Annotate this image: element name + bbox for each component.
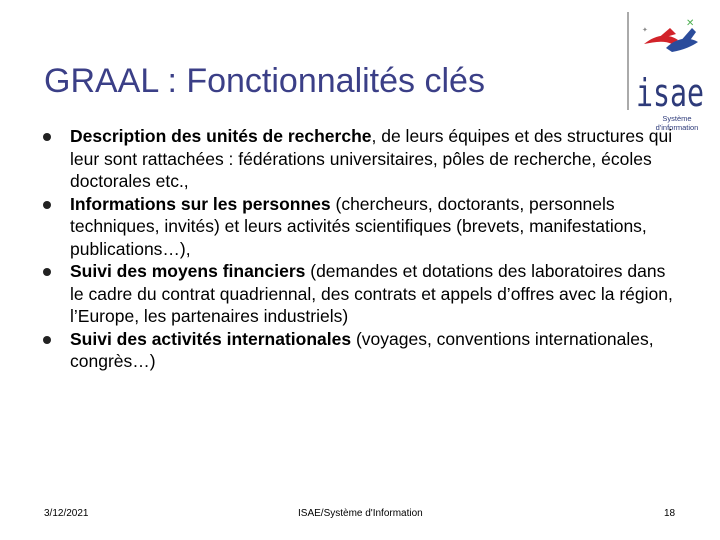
bullet-dot-icon	[43, 201, 51, 209]
svg-text:✕: ✕	[686, 18, 695, 29]
bullet-text: , de leurs équipes et des structures qui leur sont rattachées : fédérations universitaires, pôles de recherche, écoles doctorales etc.,	[70, 126, 673, 191]
bullet-text: (voyages, conventions internationales, congrès…)	[70, 328, 654, 371]
bullet-dot-icon	[43, 133, 51, 141]
bullet-bold-text: Description des unités de recherche	[70, 126, 372, 146]
slide-title: GRAAL : Fonctionnalités clés	[44, 62, 485, 100]
svg-text:✦: ✦	[642, 26, 648, 34]
bird-logo-icon	[626, 10, 706, 114]
footer-date: 3/12/2021	[44, 508, 89, 519]
bullet-bold-text: Suivi des moyens financiers	[70, 261, 306, 281]
logo-wordmark: isae	[636, 71, 704, 115]
bullet-item	[43, 125, 683, 193]
bullet-dot-icon	[43, 268, 51, 276]
bullet-item	[43, 260, 683, 328]
logo-subtitle: Système d'information	[655, 114, 699, 132]
bullet-bold-text: Informations sur les personnes	[70, 193, 331, 214]
bullet-bold-text: Suivi des activités internationales	[70, 328, 352, 349]
footer-center-text: ISAE/Système d'Information	[298, 508, 423, 519]
bullet-list	[43, 125, 683, 373]
bullet-text: (chercheurs, doctorants, personnels techniques, invités) et leurs activités scientifiques (brevets, manifestations, publications…),	[70, 193, 647, 259]
footer-page-number: 18	[664, 508, 676, 519]
bullet-text: (demandes et dotations des laboratoires dans le cadre du contrat quadriennal, des contrats et appels d’offres avec la région, l’Europe, les partenaires industriels)	[70, 261, 673, 326]
bullet-item	[43, 328, 683, 373]
isae-logo	[626, 10, 706, 136]
bullet-item	[43, 193, 683, 261]
bullet-dot-icon	[43, 336, 51, 344]
